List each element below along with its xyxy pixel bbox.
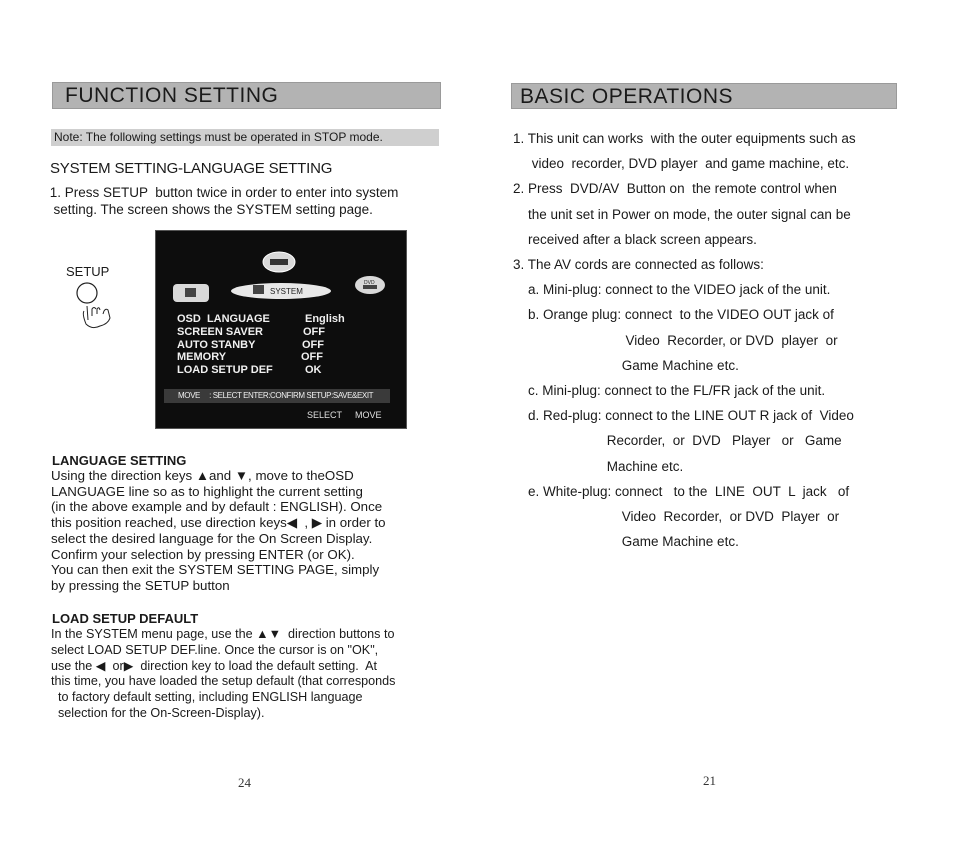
menu-item-value: OFF xyxy=(301,351,323,364)
load-setup-default-text: In the SYSTEM menu page, use the ▲▼ direction buttons to select LOAD SETUP DEF.line. Once the cursor is on "OK", use the ◀ or▶ direction key to load the default setting. At this time, you have loaded the setup default (that corresponds to factory default setting, including ENGLISH language selection for the On-Screen-Display). xyxy=(51,627,396,720)
menu-item xyxy=(177,326,345,339)
disc-icon xyxy=(262,251,296,273)
dvd-icon-label: DVD xyxy=(364,280,375,286)
select-label: SELECT xyxy=(307,410,343,420)
menu-item-value: OFF xyxy=(302,338,324,351)
monitor-icon xyxy=(172,283,210,303)
menu-item xyxy=(177,313,345,326)
computer-icon xyxy=(253,285,264,294)
menu-item-value: OK xyxy=(305,364,322,377)
menu-item xyxy=(177,364,345,377)
language-setting-text: Using the direction keys ▲and ▼, move to theOSD LANGUAGE line so as to highlight the current setting (in the above example and by default : ENGLISH). Once this position reached, use direction keys◀ , ▶ in order to select the desired language for the On Screen Display. Confirm your selection by pressing ENTER (or OK). You can then exit the SYSTEM SETTING PAGE, simply by pressing the SETUP button xyxy=(51,468,386,593)
hand-pressing-button-icon xyxy=(70,280,120,332)
menu-item-value: OFF xyxy=(303,325,325,338)
step1-text: 1. Press SETUP button twice in order to enter into system setting. The screen shows the SYSTEM setting page. xyxy=(49,185,399,217)
menu-item-name: AUTO STANBY xyxy=(177,338,256,351)
load-setup-default-heading: LOAD SETUP DEFAULT xyxy=(52,611,199,626)
menu-item-name: OSD LANGUAGE xyxy=(177,313,270,325)
setup-button-label: SETUP xyxy=(66,264,110,279)
menu-item xyxy=(177,351,345,364)
move-label: MOVE xyxy=(355,410,382,420)
basic-operations-text: 1. This unit can works with the outer equipments such as video recorder, DVD player and game machine, etc. 2. Press DVD/AV Button on the remote control when the unit set in Power on mode, the outer signal can be received after a black screen appears. 3. The AV cords are connected as follows: a. Mini-plug: connect to the VIDEO jack of the unit. b. Orange plug: connect to the VIDEO OUT jack of Video Recorder, or DVD player or Game Machine etc. c. Mini-plug: connect to the FL/FR jack of the unit. d. Red-plug: connect to the LINE OUT R jack of Video Recorder, or DVD Player or Game Machine etc. e. White-plug: connect to the LINE OUT L jack of Video Recorder, or DVD Player or Game Machine etc. xyxy=(513,131,856,550)
stop-mode-note: Note: The following settings must be operated in STOP mode. xyxy=(51,129,439,146)
menu-list xyxy=(177,313,345,377)
menu-item xyxy=(177,339,345,352)
right-page-number: 21 xyxy=(703,773,716,788)
menu-item-name: LOAD SETUP DEF xyxy=(177,364,273,377)
menu-item-name: SCREEN SAVER xyxy=(177,325,263,338)
system-tab-label: SYSTEM xyxy=(270,287,303,296)
function-setting-header: FUNCTION SETTING xyxy=(52,82,441,109)
system-setting-subheading: SYSTEM SETTING-LANGUAGE SETTING xyxy=(50,160,333,177)
status-bar-text: MOVE : SELECT ENTER:CONFIRM SETUP:SAVE&EXIT xyxy=(178,391,374,400)
menu-item-value: English xyxy=(305,313,345,325)
language-setting-heading: LANGUAGE SETTING xyxy=(52,453,187,468)
system-setting-screen xyxy=(155,230,407,429)
menu-item-name: MEMORY xyxy=(177,351,227,364)
basic-operations-header: BASIC OPERATIONS xyxy=(511,83,897,109)
left-page-number: 24 xyxy=(238,775,251,790)
